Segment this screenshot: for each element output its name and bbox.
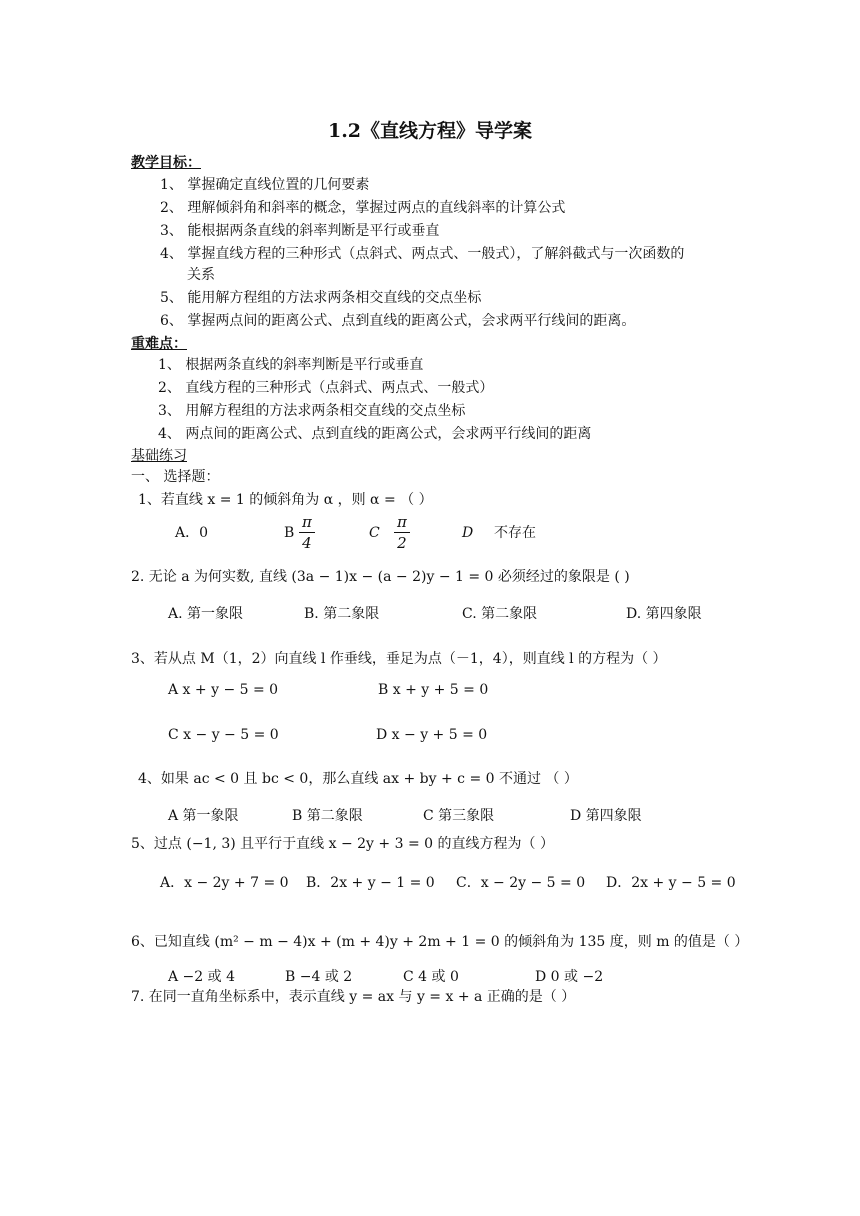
q6-option-a: A −2 或 4	[168, 969, 236, 985]
q5-option-d: D．2x + y − 5 = 0	[606, 875, 736, 891]
fraction-numerator: π	[299, 512, 315, 533]
difficulties-heading: 重难点：	[131, 336, 187, 352]
q1-option-d-text: 不存在	[494, 525, 536, 541]
q4-option-c: C 第三象限	[423, 808, 495, 824]
goal-item: 3、 能根据两条直线的斜率判断是平行或垂直	[160, 223, 440, 239]
practice-heading: 基础练习	[131, 448, 187, 464]
question-3: 3、若从点 M（1，2）向直线 l 作垂线，垂足为点（－1，4），则直线 l 的方程为（ ）	[131, 651, 667, 667]
q1-option-d-label: D	[462, 525, 474, 541]
q2-option-b: B. 第二象限	[304, 606, 380, 622]
question-2: 2. 无论 a 为何实数, 直线 (3a − 1)x − (a − 2)y − 1 = 0 必须经过的象限是 ( )	[131, 569, 630, 585]
q3-option-d: D x − y + 5 = 0	[376, 727, 488, 743]
q5-option-a: A．x − 2y + 7 = 0	[160, 875, 289, 891]
q2-option-d: D. 第四象限	[626, 606, 702, 622]
q2-option-a: A. 第一象限	[168, 606, 244, 622]
q5-option-c: C．x − 2y − 5 = 0	[456, 875, 586, 891]
q3-option-a: A x + y − 5 = 0	[168, 682, 279, 698]
q4-option-a: A 第一象限	[168, 808, 239, 824]
fraction-numerator: π	[394, 512, 410, 533]
goal-item: 5、 能用解方程组的方法求两条相交直线的交点坐标	[160, 290, 482, 306]
fraction-denominator: 4	[302, 534, 312, 552]
goal-item: 4、 掌握直线方程的三种形式（点斜式、两点式、一般式），了解斜截式与一次函数的	[160, 246, 685, 262]
section-heading: 一、 选择题：	[131, 469, 220, 485]
page-title: 1.2《直线方程》导学案	[327, 120, 533, 142]
q6-option-c: C 4 或 0	[403, 969, 459, 985]
question-7: 7. 在同一直角坐标系中，表示直线 y = ax 与 y = x + a 正确的是（ ）	[131, 989, 576, 1005]
goal-item-continued: 关系	[187, 267, 215, 283]
difficulty-item: 4、 两点间的距离公式、点到直线的距离公式，会求两平行线间的距离	[158, 426, 592, 442]
difficulty-item: 1、 根据两条直线的斜率判断是平行或垂直	[158, 357, 424, 373]
q1-option-a: A．0	[175, 525, 209, 541]
q6-option-d: D 0 或 −2	[535, 969, 604, 985]
goals-heading: 教学目标：	[131, 155, 201, 171]
question-5: 5、过点 (−1, 3) 且平行于直线 x − 2y + 3 = 0 的直线方程为（ ）	[131, 836, 554, 852]
q3-option-c: C x − y − 5 = 0	[168, 727, 279, 743]
question-1: 1、若直线 x = 1 的倾斜角为 α ，则 α = （ ）	[138, 492, 433, 508]
goal-item: 2、 理解倾斜角和斜率的概念，掌握过两点的直线斜率的计算公式	[160, 200, 566, 216]
difficulty-item: 2、 直线方程的三种形式（点斜式、两点式、一般式）	[158, 380, 494, 396]
difficulty-item: 3、 用解方程组的方法求两条相交直线的交点坐标	[158, 403, 466, 419]
fraction-denominator: 2	[397, 534, 407, 552]
q1-option-c-fraction	[394, 512, 410, 553]
question-6: 6、已知直线 (m² − m − 4)x + (m + 4)y + 2m + 1 = 0 的倾斜角为 135 度，则 m 的值是（ ）	[131, 934, 749, 950]
q4-option-b: B 第二象限	[292, 808, 363, 824]
q1-option-c-label: C	[369, 525, 380, 541]
goal-item: 6、 掌握两点间的距离公式、点到直线的距离公式，会求两平行线间的距离。	[160, 313, 636, 329]
q3-option-b: B x + y + 5 = 0	[378, 682, 489, 698]
goal-item: 1、 掌握确定直线位置的几何要素	[160, 177, 370, 193]
question-4: 4、如果 ac < 0 且 bc < 0，那么直线 ax + by + c = 0 不通过 （ ）	[138, 771, 578, 787]
q2-option-c: C. 第二象限	[462, 606, 538, 622]
q1-option-b-fraction	[299, 512, 315, 553]
q6-option-b: B −4 或 2	[285, 969, 353, 985]
q1-option-b-label: B	[284, 525, 295, 541]
q4-option-d: D 第四象限	[570, 808, 642, 824]
q5-option-b: B．2x + y − 1 = 0	[306, 875, 435, 891]
